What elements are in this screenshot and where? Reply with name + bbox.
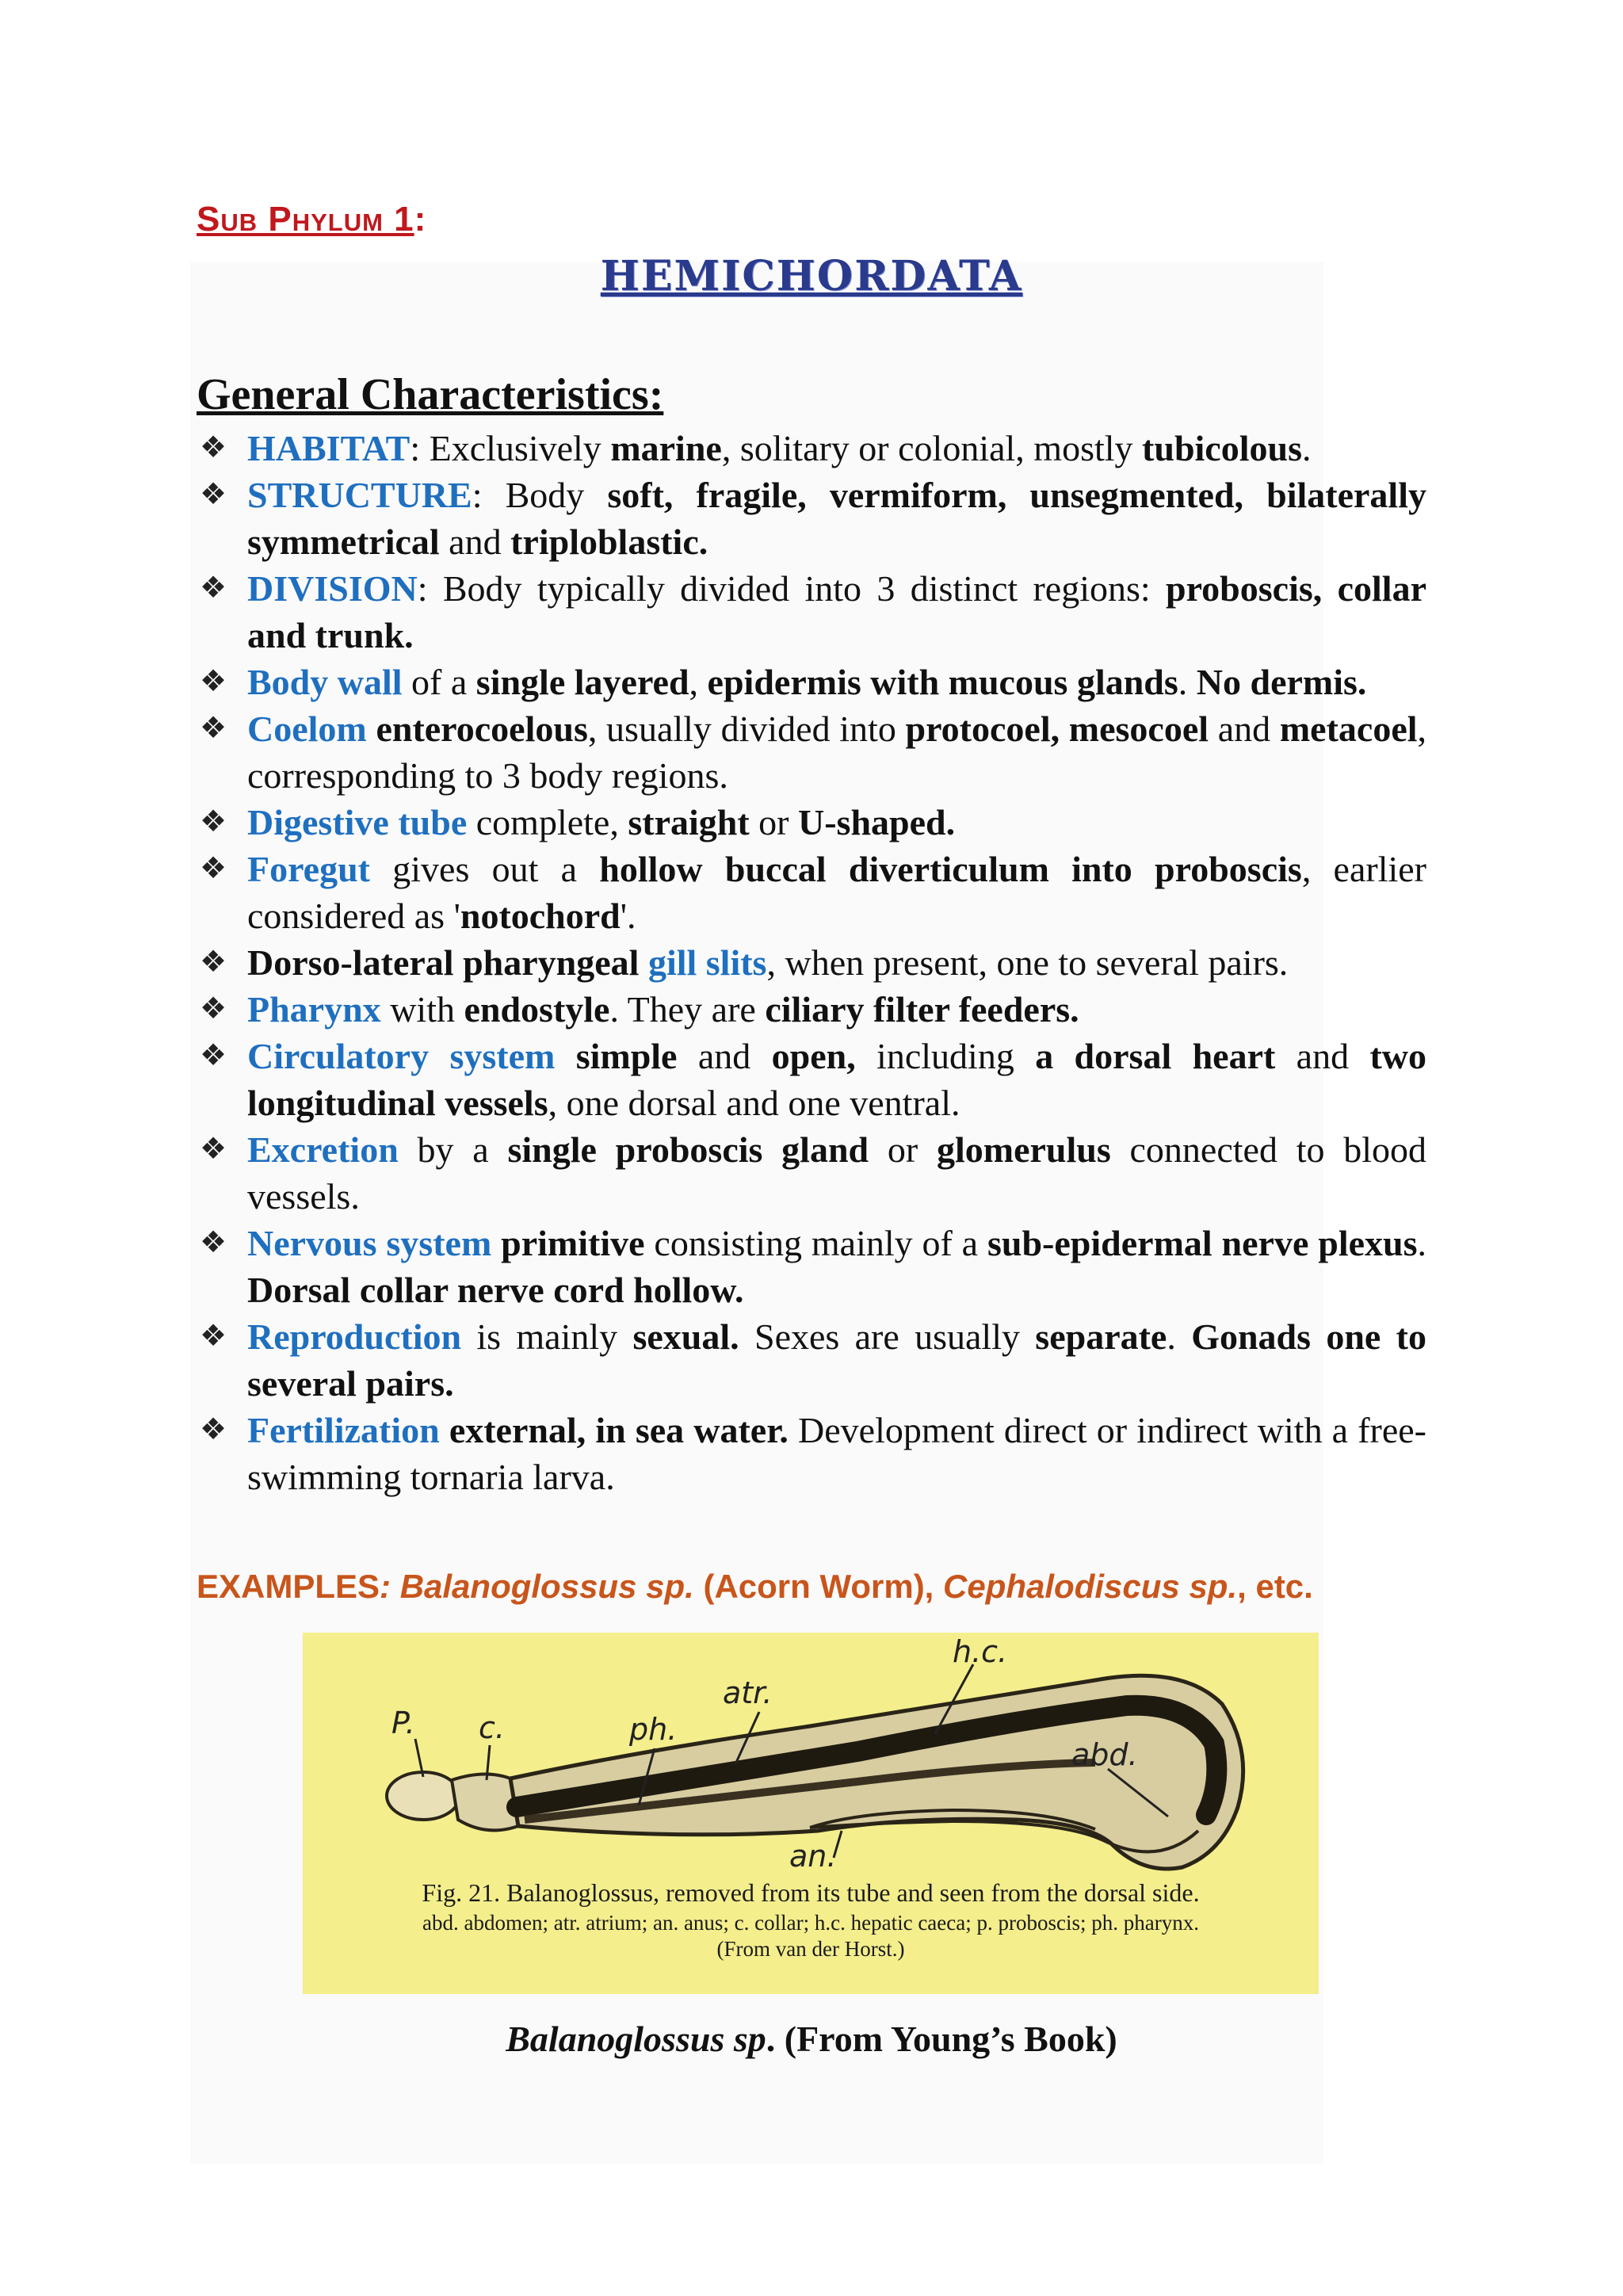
characteristic-text: protocoel, mesocoel [905, 709, 1209, 749]
section-heading: General Characteristics: [197, 370, 664, 419]
diamond-bullet-icon: ❖ [200, 1320, 227, 1353]
characteristic-item [197, 1126, 1426, 1220]
characteristic-text: : Exclusively [410, 428, 611, 468]
example-common-1: (Acorn Worm), [693, 1568, 944, 1605]
characteristic-text: two longitudinal vessels [247, 1036, 1427, 1123]
characteristic-item [197, 846, 1426, 939]
diamond-bullet-icon: ❖ [200, 431, 227, 464]
characteristic-keyword: Pharynx [247, 989, 381, 1030]
characteristic-text: notochord [460, 896, 621, 936]
characteristic-text: triploblastic. [510, 521, 708, 562]
characteristic-text: consisting mainly of a [644, 1223, 987, 1263]
characteristic-item [197, 1033, 1426, 1126]
characteristic-text: with [380, 989, 464, 1030]
characteristic-text: , [689, 662, 708, 702]
diamond-bullet-icon: ❖ [200, 1133, 227, 1166]
characteristic-item [197, 1313, 1426, 1407]
characteristic-text: , solitary or colonial, mostly [721, 428, 1143, 468]
subphylum-colon: : [414, 200, 427, 239]
characteristic-keyword: DIVISION [247, 568, 418, 609]
example-species-2: Cephalodiscus sp. [943, 1568, 1238, 1605]
characteristic-text: metacoel [1279, 709, 1418, 749]
characteristic-text: Sexes are usually [739, 1316, 1036, 1357]
characteristic-keyword: Body wall [247, 662, 403, 702]
characteristic-keyword: Coelom [247, 709, 367, 749]
caption-main: Fig. 21. Balanoglossus, removed from its tube and seen from the dorsal side. [422, 1878, 1200, 1907]
characteristic-text: single layered [475, 662, 689, 702]
characteristic-keyword: Fertilization [247, 1410, 440, 1450]
characteristic-text: sexual. [632, 1316, 739, 1357]
diamond-bullet-icon: ❖ [200, 805, 227, 839]
label-abd: abd. [1071, 1737, 1138, 1772]
subphylum-label: Sub Phylum 1 [197, 200, 414, 239]
characteristic-text: . [1167, 1316, 1192, 1357]
characteristic-text: , usually divided into [587, 709, 906, 749]
characteristic-text: external, in sea water. [449, 1410, 789, 1450]
characteristic-keyword: Digestive tube [247, 802, 468, 842]
examples-line [197, 1568, 1433, 1606]
diamond-bullet-icon: ❖ [200, 1039, 227, 1072]
source-rest: . (From Young’s Book) [766, 2019, 1117, 2059]
characteristic-text: single proboscis gland [507, 1129, 869, 1170]
page-title: HEMICHORDATA [600, 252, 1023, 300]
characteristic-text: a dorsal heart [1035, 1036, 1276, 1076]
proboscis-shape [387, 1772, 460, 1820]
characteristic-text: U-shaped. [798, 802, 956, 842]
characteristic-text: and [1209, 709, 1280, 749]
characteristic-keyword: Circulatory system [247, 1036, 556, 1076]
characteristic-text: . They are [609, 989, 766, 1030]
diamond-bullet-icon: ❖ [200, 712, 227, 745]
label-ph: ph. [629, 1712, 678, 1747]
characteristic-text: open, [771, 1036, 856, 1076]
characteristic-text: . [1417, 1223, 1427, 1263]
characteristic-item [197, 1220, 1426, 1313]
characteristic-text: , when present, one to several pairs. [766, 942, 1289, 983]
figure-caption [303, 1878, 1319, 1962]
characteristic-text: Gonads one to several pairs. [247, 1316, 1426, 1404]
examples-tail: , etc. [1237, 1568, 1313, 1605]
characteristic-text: or [869, 1129, 937, 1170]
characteristic-text: . [1302, 428, 1312, 468]
characteristic-text: tubicolous [1142, 428, 1302, 468]
characteristic-text: Dorso-lateral pharyngeal [247, 942, 648, 983]
characteristic-item [197, 565, 1426, 659]
characteristic-text: separate [1035, 1316, 1167, 1357]
characteristic-text: and [1275, 1036, 1370, 1076]
characteristic-item [197, 939, 1426, 986]
characteristic-text: straight [628, 802, 750, 842]
source-species: Balanoglossus sp [506, 2019, 766, 2059]
characteristic-text: proboscis, collar and trunk. [247, 568, 1426, 655]
characteristic-text: endostyle [464, 989, 610, 1030]
characteristic-item [197, 986, 1426, 1033]
diamond-bullet-icon: ❖ [200, 992, 227, 1026]
characteristic-text: connected to blood vessels. [247, 1129, 1427, 1217]
label-an: an. [789, 1839, 837, 1874]
characteristic-text: Development direct or indirect with a free-swimming tornaria larva. [247, 1410, 1426, 1497]
characteristic-item [197, 705, 1426, 799]
characteristic-text: or [749, 802, 798, 842]
diamond-bullet-icon: ❖ [200, 1226, 227, 1259]
characteristic-keyword: Reproduction [247, 1316, 462, 1357]
characteristic-text: : Body typically divided into 3 distinct regions: [417, 568, 1167, 609]
characteristic-text [491, 1223, 501, 1263]
subphylum-heading [197, 200, 426, 239]
characteristic-text [555, 1036, 575, 1076]
diamond-bullet-icon: ❖ [200, 852, 227, 885]
characteristic-item [197, 472, 1426, 565]
characteristic-text: '. [620, 896, 636, 936]
characteristic-keyword: Nervous system [247, 1223, 492, 1263]
characteristic-text: , earlier considered as ' [247, 849, 1427, 936]
label-atr: atr. [723, 1675, 773, 1710]
characteristic-text: . [1178, 662, 1197, 702]
characteristic-text: gives out a [370, 849, 600, 889]
characteristic-item [197, 799, 1426, 846]
characteristic-text: of a [402, 662, 476, 702]
label-p: P. [391, 1706, 415, 1740]
characteristic-text: enterocoelous [376, 709, 588, 749]
characteristic-text: and [677, 1036, 772, 1076]
characteristic-text: by a [398, 1129, 508, 1170]
characteristic-keyword: STRUCTURE [247, 475, 472, 515]
examples-colon: : [380, 1568, 400, 1605]
characteristic-item [197, 1407, 1426, 1500]
caption-source: (From van der Horst.) [716, 1937, 905, 1961]
balanoglossus-figure [303, 1633, 1319, 1994]
characteristic-text: glomerulus [936, 1129, 1111, 1170]
characteristic-text: ciliary filter feeders. [765, 989, 1079, 1030]
characteristic-keyword: HABITAT [247, 428, 411, 468]
characteristic-keyword: Foregut [247, 849, 371, 889]
characteristic-text: hollow buccal diverticulum into proboscis [599, 849, 1302, 889]
characteristic-text: , corresponding to 3 body regions. [247, 709, 1427, 796]
characteristic-item [197, 659, 1426, 705]
characteristic-text: , one dorsal and one ventral. [548, 1083, 960, 1123]
characteristic-text: marine [610, 428, 722, 468]
characteristic-keyword: Excretion [247, 1129, 399, 1170]
characteristic-text: primitive [501, 1223, 645, 1263]
label-hc: h.c. [953, 1634, 1008, 1669]
diamond-bullet-icon: ❖ [200, 1413, 227, 1446]
characteristic-text: and [439, 521, 511, 562]
examples-label: EXAMPLES [197, 1568, 380, 1605]
example-species-1: Balanoglossus sp. [399, 1568, 694, 1605]
characteristic-text: simple [575, 1036, 678, 1076]
characteristic-text: sub-epidermal nerve plexus [987, 1223, 1418, 1263]
characteristic-text [440, 1410, 449, 1450]
diamond-bullet-icon: ❖ [200, 571, 227, 605]
diamond-bullet-icon: ❖ [200, 478, 227, 511]
diamond-bullet-icon: ❖ [200, 665, 227, 698]
figure-source-line [0, 2018, 1623, 2060]
label-c: c. [479, 1710, 505, 1745]
characteristic-text: including [855, 1036, 1036, 1076]
characteristic-text: is mainly [461, 1316, 633, 1357]
characteristic-text: soft, fragile, vermiform, unsegmented, bilaterally symmetrical [247, 475, 1426, 562]
characteristic-text: : Body [472, 475, 608, 515]
characteristic-text: epidermis with mucous glands [707, 662, 1178, 702]
characteristic-text [367, 709, 376, 749]
characteristic-text: complete, [467, 802, 628, 842]
caption-legend: abd. abdomen; atr. atrium; an. anus; c. collar; h.c. hepatic caeca; p. proboscis; ph. pharynx. [422, 1911, 1199, 1935]
diamond-bullet-icon: ❖ [200, 946, 227, 979]
characteristic-keyword: gill slits [647, 942, 767, 983]
characteristics-list [197, 425, 1426, 1500]
characteristic-text: No dermis. [1196, 662, 1367, 702]
characteristic-item [197, 425, 1426, 472]
characteristic-text: Dorsal collar nerve cord hollow. [247, 1270, 744, 1310]
